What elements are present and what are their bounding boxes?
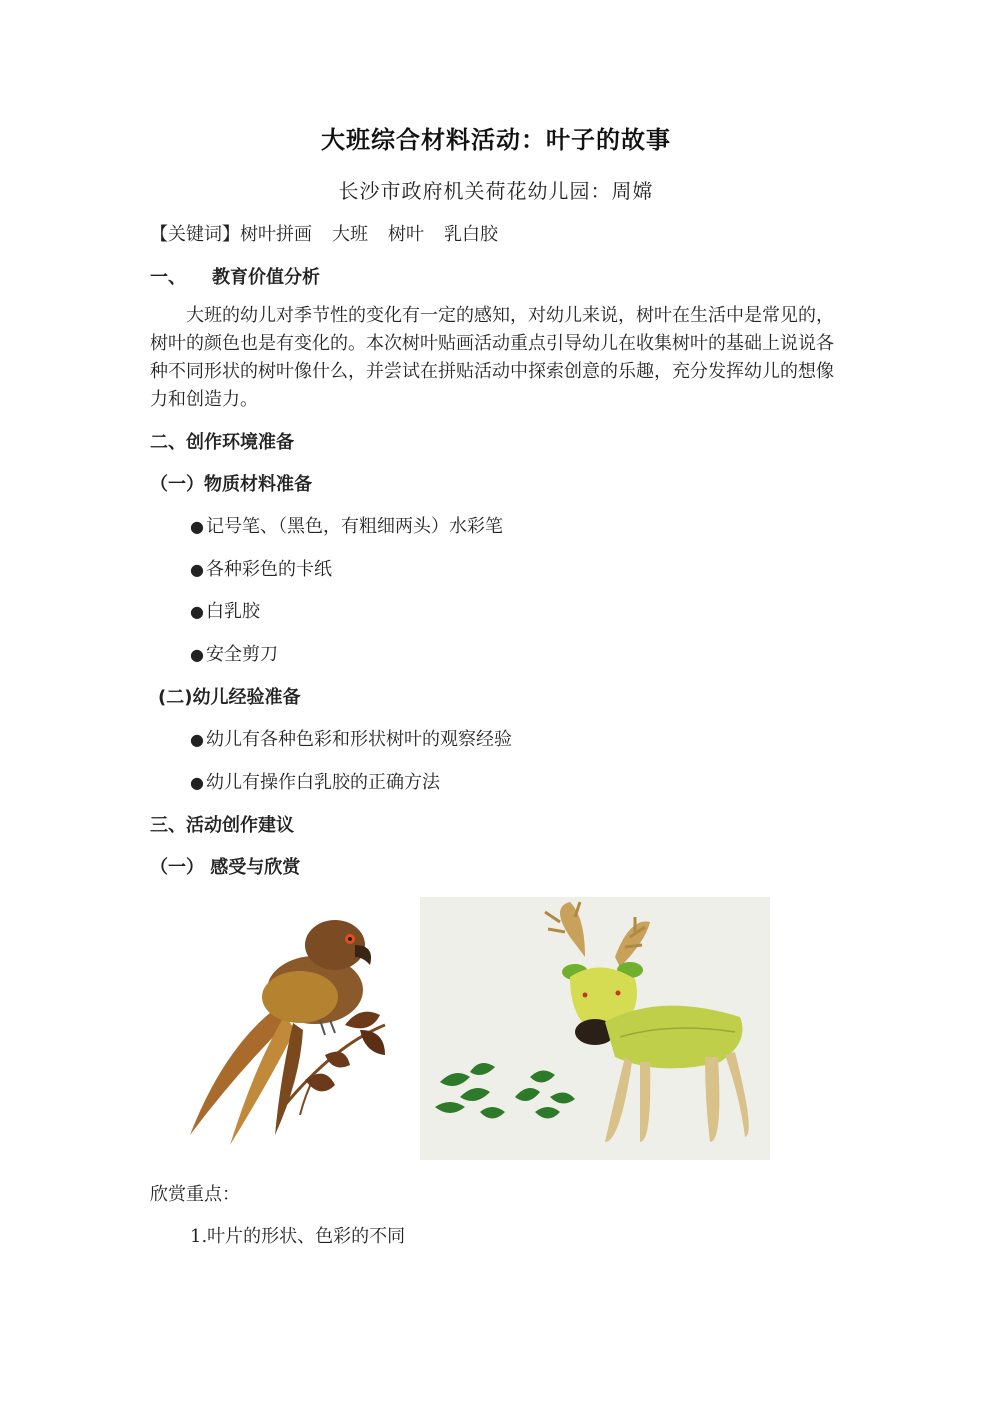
bullet-icon: ●: [190, 602, 204, 621]
list-item: ● 记号笔、（黑色，有粗细两头）水彩笔: [190, 516, 503, 537]
section3-heading: 三、活动创作建议: [150, 815, 294, 836]
bullet-icon: ●: [190, 773, 204, 792]
list-item: ● 白乳胶: [190, 601, 260, 622]
keyword-item: 乳白胶: [444, 224, 498, 245]
list-item: ● 幼儿有操作白乳胶的正确方法: [190, 772, 440, 793]
section2-sub1-heading: （一）物质材料准备: [150, 474, 312, 495]
list-item: ● 各种彩色的卡纸: [190, 559, 332, 580]
document-title: 大班综合材料活动：叶子的故事: [321, 126, 671, 154]
bullet-icon: ●: [190, 730, 204, 749]
keyword-item: 树叶: [388, 224, 424, 245]
document-subtitle: 长沙市政府机关荷花幼儿园：周嫦: [338, 179, 654, 203]
bullet-icon: ●: [190, 560, 204, 579]
list-item: ● 安全剪刀: [190, 644, 278, 665]
keywords-line: [150, 220, 498, 246]
appreciation-label: 欣赏重点：: [150, 1184, 240, 1205]
section1-heading-text: 教育价值分析: [212, 267, 320, 288]
section2-sub2-heading: (二)幼儿经验准备: [158, 687, 301, 708]
bullet-icon: ●: [190, 517, 204, 536]
section3-sub1-heading: （一） 感受与欣赏: [150, 857, 301, 878]
keywords-label: 【关键词】: [150, 224, 240, 245]
leaf-deer-image: [420, 897, 770, 1160]
section2-heading: 二、创作环境准备: [150, 432, 294, 453]
section1-heading-num: 一、: [150, 267, 186, 288]
list-item: ● 幼儿有各种色彩和形状树叶的观察经验: [190, 729, 512, 750]
leaf-bird-image: [185, 905, 415, 1160]
appreciation-point: 1.叶片的形状、色彩的不同: [190, 1226, 406, 1247]
section1-paragraph: 大班的幼儿对季节性的变化有一定的感知，对幼儿来说，树叶在生活中是常见的，树叶的颜色也是有变化的。本次树叶贴画活动重点引导幼儿在收集树叶的基础上说说各种不同形状的树叶像什么，并尝试在拼贴活动中探索创意的乐趣，充分发挥幼儿的想像力和创造力。: [150, 305, 834, 410]
bullet-icon: ●: [190, 645, 204, 664]
keyword-item: 大班: [332, 224, 368, 245]
keyword-item: 树叶拼画: [240, 224, 312, 245]
section1-heading: [150, 263, 320, 289]
